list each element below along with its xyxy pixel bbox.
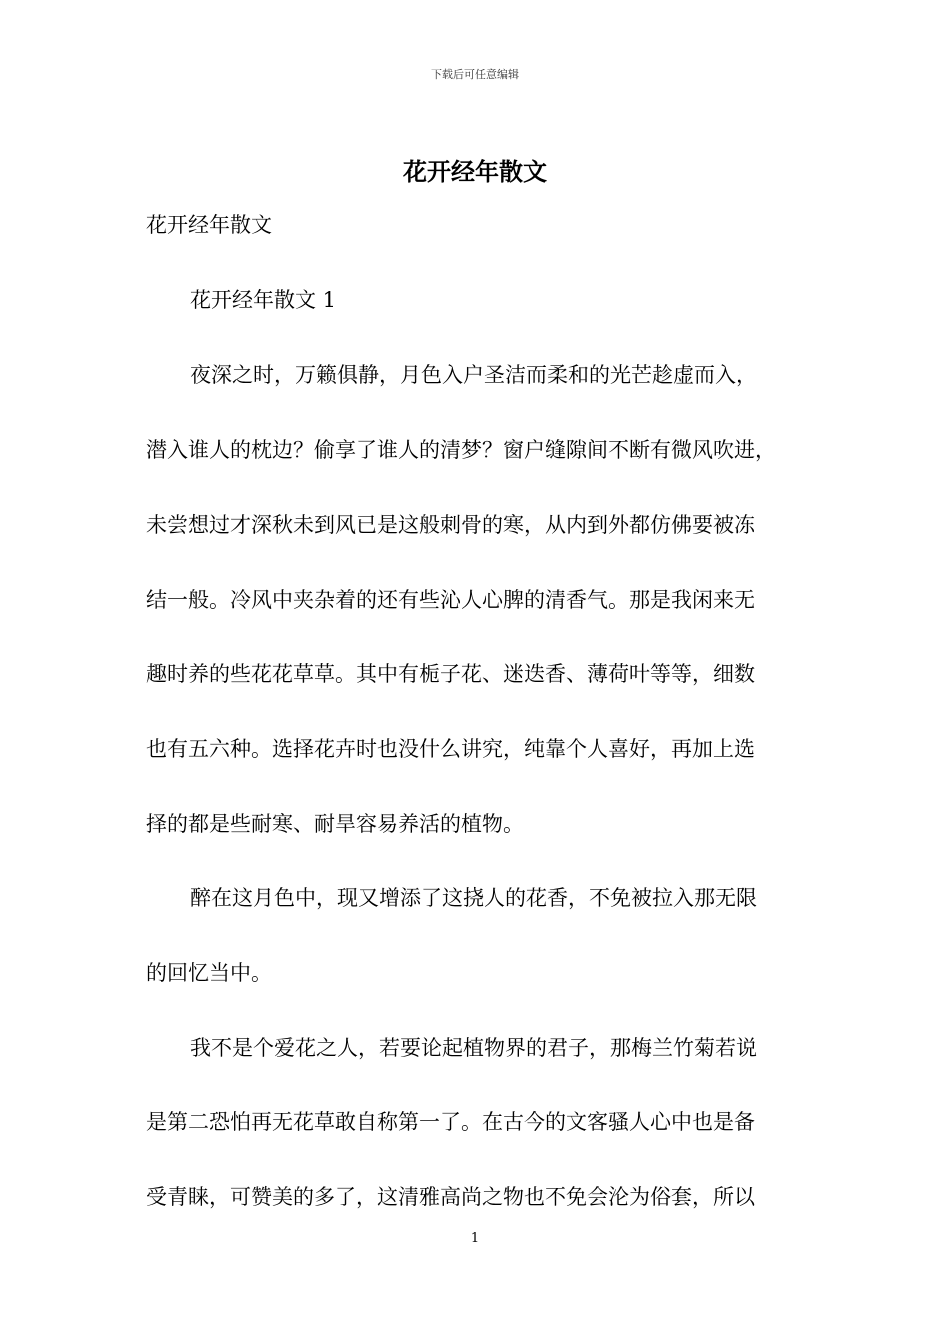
- paragraph-line: 我不是个爱花之人，若要论起植物界的君子，那梅兰竹菊若说: [190, 1036, 757, 1060]
- paragraph-line: 夜深之时，万籁俱静，月色入户圣洁而柔和的光芒趁虚而入，: [190, 363, 757, 387]
- document-title: 花开经年散文: [403, 157, 547, 186]
- paragraph-line: 受青睐，可赞美的多了，这清雅高尚之物也不免会沦为俗套，所以: [146, 1185, 755, 1209]
- page-header-note: 下载后可任意编辑: [431, 68, 519, 81]
- page-number: 1: [470, 1231, 480, 1246]
- paragraph-line: 趣时养的些花花草草。其中有栀子花、迷迭香、薄荷叶等等，细数: [146, 662, 755, 686]
- paragraph-line: 是第二恐怕再无花草敢自称第一了。在古今的文客骚人心中也是备: [146, 1110, 755, 1134]
- section-heading: 花开经年散文 1: [190, 288, 337, 312]
- paragraph-line: 潜入谁人的枕边？偷享了谁人的清梦？窗户缝隙间不断有微风吹进，: [146, 438, 776, 462]
- paragraph-line: 的回忆当中。: [146, 961, 272, 985]
- document-subtitle: 花开经年散文: [146, 213, 272, 237]
- paragraph-line: 结一般。冷风中夹杂着的还有些沁人心脾的清香气。那是我闲来无: [146, 588, 755, 612]
- paragraph-line: 醉在这月色中，现又增添了这挠人的花香，不免被拉入那无限: [190, 886, 757, 910]
- paragraph-line: 未尝想过才深秋未到风已是这般刺骨的寒，从内到外都仿佛要被冻: [146, 513, 755, 537]
- paragraph-line: 也有五六种。选择花卉时也没什么讲究，纯靠个人喜好，再加上选: [146, 737, 755, 761]
- paragraph-line: 择的都是些耐寒、耐旱容易养活的植物。: [146, 812, 524, 836]
